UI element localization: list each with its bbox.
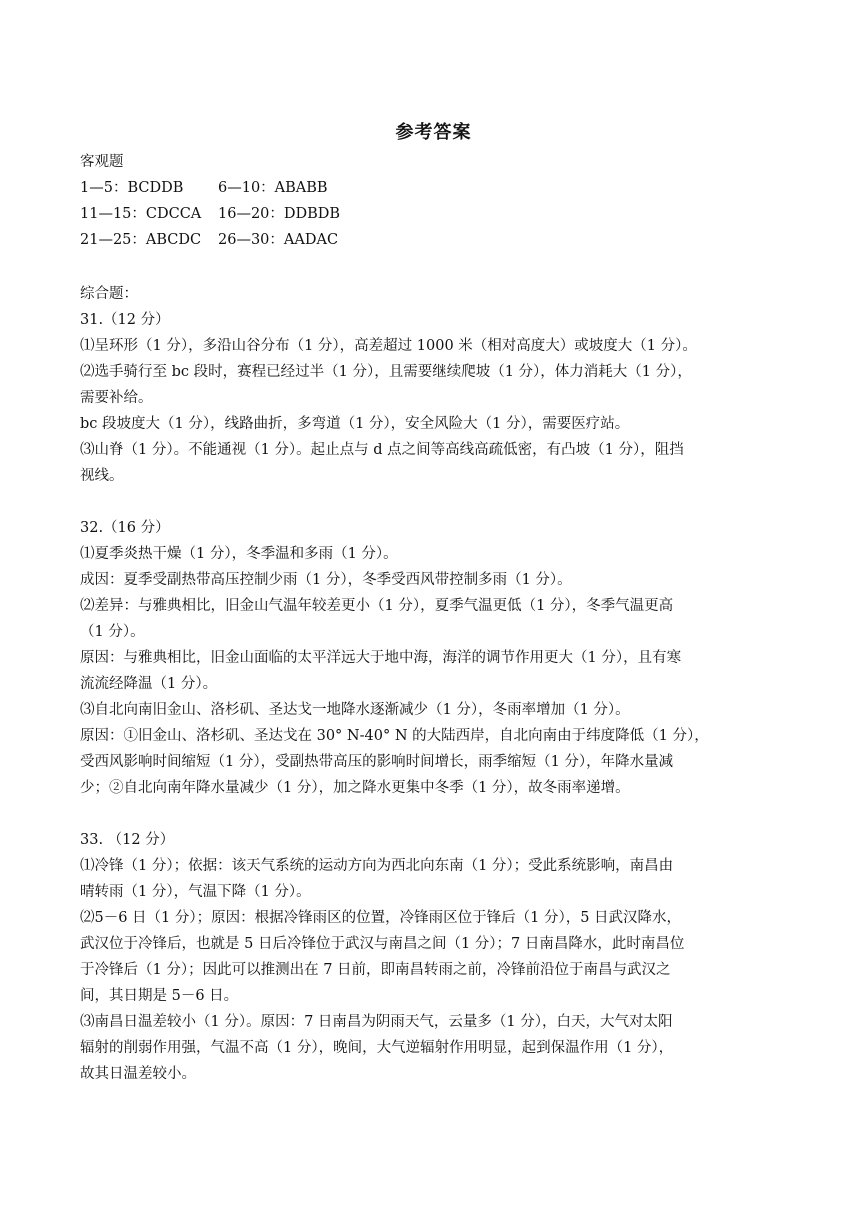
answer-line: ⑵5－6 日（1 分）；原因：根据冷锋雨区的位置，冷锋雨区位于锋后（1 分），5 日武汉降水， (80, 910, 682, 926)
q31-header: 31.（12 分） (80, 312, 170, 328)
objective-heading: 客观题 (80, 154, 124, 170)
answer-line: 于冷锋后（1 分）；因此可以推测出在 7 日前，即南昌转雨之前，冷锋前沿位于南昌与武汉之 (80, 962, 671, 978)
answer-line: bc 段坡度大（1 分），线路曲折，多弯道（1 分），安全风险大（1 分），需要医疗站。 (80, 416, 630, 432)
mc-row (80, 204, 340, 224)
mc-range: 26—30：AADAC (218, 232, 339, 248)
mc-range: 11—15：CDCCA (80, 206, 202, 222)
q32-header: 32.（16 分） (80, 520, 170, 536)
answer-line: 需要补给。 (80, 390, 153, 406)
answer-line: 成因：夏季受副热带高压控制少雨（1 分），冬季受西风带控制多雨（1 分）。 (80, 572, 572, 588)
answer-line: ⑴呈环形（1 分），多沿山谷分布（1 分），高差超过 1000 米（相对高度大）或坡度大（1 分）。 (80, 338, 697, 354)
answer-line: ⑶山脊（1 分）。不能通视（1 分）。起止点与 d 点之间等高线高疏低密，有凸坡（1 分），阻挡 (80, 442, 684, 458)
answer-line: （1 分）。 (80, 624, 145, 640)
mc-row (80, 230, 338, 250)
answer-line: ⑵差异：与雅典相比，旧金山气温年较差更小（1 分），夏季气温更低（1 分），冬季气温更高 (80, 598, 674, 614)
answer-line: 晴转雨（1 分），气温下降（1 分）。 (80, 884, 311, 900)
mc-row (80, 178, 328, 198)
answer-line: ⑴冷锋（1 分）；依据：该天气系统的运动方向为西北向东南（1 分）；受此系统影响，南昌由 (80, 858, 674, 874)
answer-line: 视线。 (80, 468, 124, 484)
answer-line: 辐射的削弱作用强，气温不高（1 分），晚间，大气逆辐射作用明显，起到保温作用（1 分）， (80, 1040, 674, 1056)
answer-line: 受西风影响时间缩短（1 分），受副热带高压的影响时间增长，雨季缩短（1 分），年降水量减 (80, 754, 674, 770)
comprehensive-heading: 综合题： (80, 286, 138, 302)
answer-line: 武汉位于冷锋后，也就是 5 日后冷锋位于武汉与南昌之间（1 分）；7 日南昌降水，此时南昌位 (80, 936, 685, 952)
mc-range: 16—20：DDBDB (218, 206, 341, 222)
answer-line: ⑵选手骑行至 bc 段时，赛程已经过半（1 分），且需要继续爬坡（1 分），体力消耗大（1 分）， (80, 364, 692, 380)
answer-line: 故其日温差较小。 (80, 1066, 196, 1082)
mc-range: 21—25：ABCDC (80, 232, 202, 248)
mc-range: 6—10：ABABB (218, 180, 328, 196)
page-title: 参考答案 (395, 122, 472, 143)
answer-line: 原因：与雅典相比，旧金山面临的太平洋远大于地中海，海洋的调节作用更大（1 分），且有寒 (80, 650, 682, 666)
answer-line: ⑶南昌日温差较小（1 分）。原因：7 日南昌为阴雨天气，云量多（1 分），白天，大气对太阳 (80, 1014, 673, 1030)
answer-line: ⑴夏季炎热干燥（1 分），冬季温和多雨（1 分）。 (80, 546, 398, 562)
answer-line: 流流经降温（1 分）。 (80, 676, 218, 692)
answer-line: 原因：①旧金山、洛杉矶、圣达戈在 30° N-40° N 的大陆西岸，自北向南由于纬度降低（1 分）， (80, 728, 709, 744)
answer-line: 间，其日期是 5－6 日。 (80, 988, 239, 1004)
q33-header: 33. （12 分） (80, 832, 175, 848)
answer-line: ⑶自北向南旧金山、洛杉矶、圣达戈一地降水逐渐减少（1 分），冬雨率增加（1 分）。 (80, 702, 630, 718)
answer-line: 少；②自北向南年降水量减少（1 分），加之降水更集中冬季（1 分），故冬雨率递增。 (80, 780, 630, 796)
mc-range: 1—5：BCDDB (80, 180, 184, 196)
